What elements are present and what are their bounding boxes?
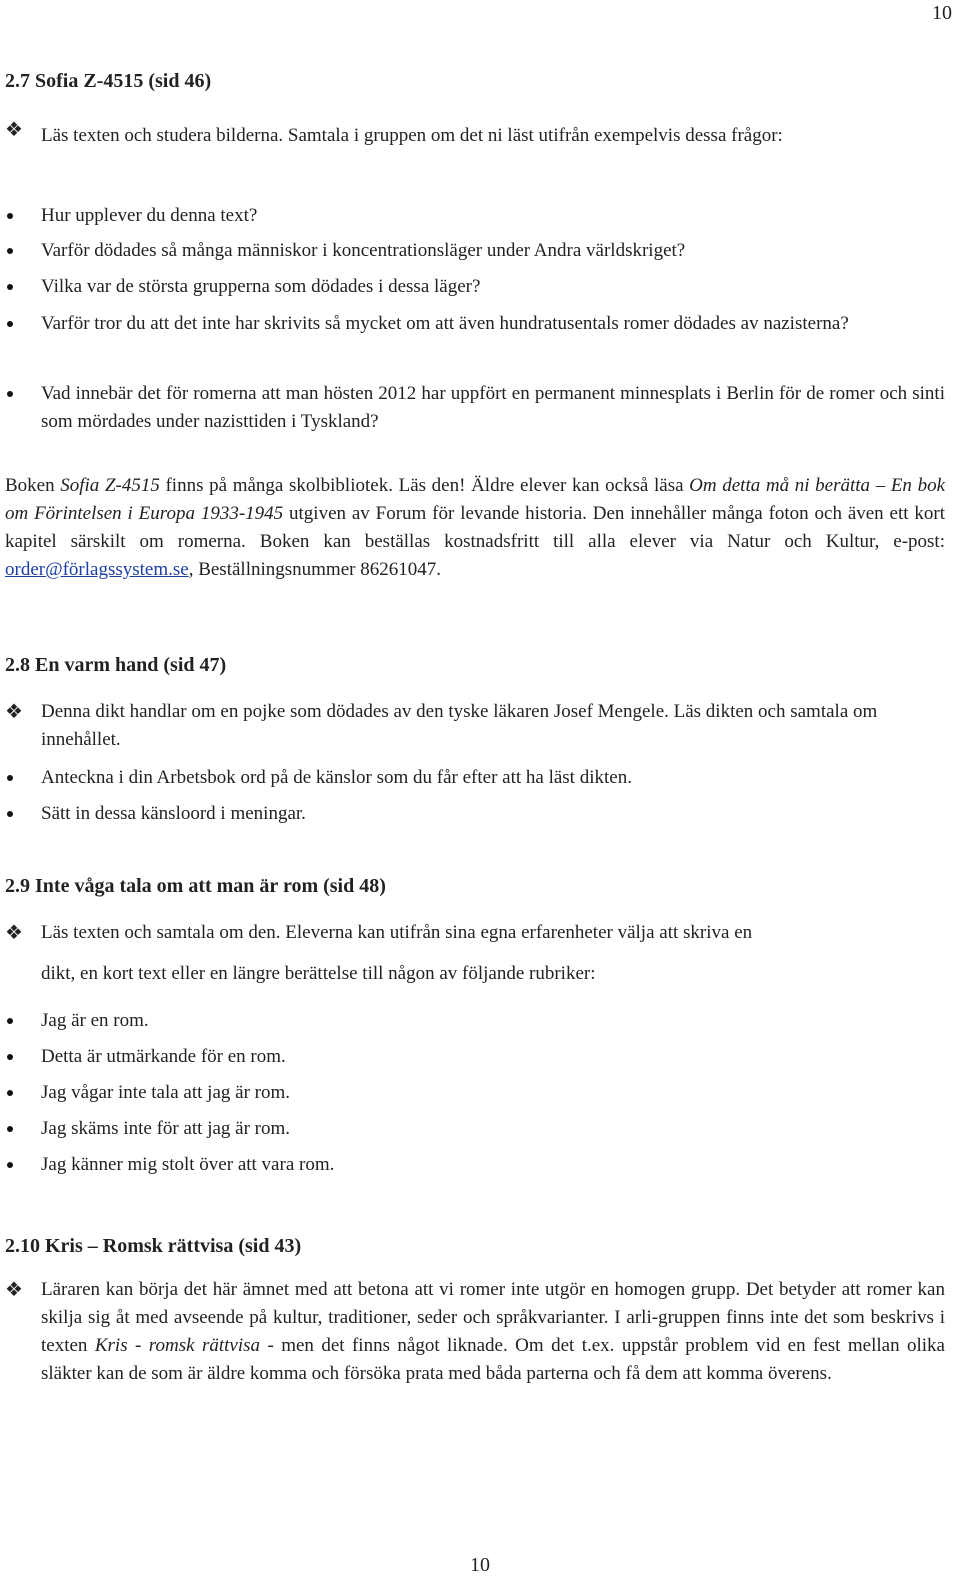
list-item: Jag är en rom. [5, 1007, 945, 1035]
bullet-icon [7, 391, 13, 397]
bullet-icon [7, 1126, 13, 1132]
list-item: Detta är utmärkande för en rom. [5, 1043, 945, 1071]
text-title: Kris - romsk rättvisa [94, 1335, 261, 1356]
diamond-bullet-icon: ❖ [5, 1279, 21, 1301]
list-item: Varför tror du att det inte har skrivits så mycket om att även hundratusentals romer dödades av nazisterna? [5, 310, 945, 338]
list-item: Jag känner mig stolt över att vara rom. [5, 1151, 945, 1179]
list-item: ❖ Läraren kan börja det här ämnet med att betona att vi romer inte utgör en homogen grupp. Det betyder att romer kan skilja sig åt med avseende på kultur, traditioner, seder och språkvarianter. I arli-gruppen finns inte det som beskrivs i texten Kris - romsk rättvisa - men det finns något liknade. Om det t.ex. uppstår problem vid en fest mellan olika släkter kan de som är äldre komma och försöka prata med båda parterna och få dem att komma överens. [5, 1276, 945, 1388]
bullet-icon [7, 1054, 13, 1060]
section-heading-2-8: 2.8 En varm hand (sid 47) [5, 654, 227, 676]
book-title: Om detta må ni berätta – En bok om Förintelsen i Europa 1933-1945 [5, 475, 946, 524]
book-title: Sofia Z-4515 [60, 475, 160, 496]
section-heading-2-9: 2.9 Inte våga tala om att man är rom (sid 48) [5, 875, 386, 897]
bullet-icon [7, 213, 13, 219]
bullet-icon [7, 1162, 13, 1168]
list-item: Anteckna i din Arbetsbok ord på de känslor som du får efter att ha läst dikten. [5, 764, 945, 792]
list-item: Jag vågar inte tala att jag är rom. [5, 1079, 945, 1107]
bullet-icon [7, 284, 13, 290]
bullet-icon [7, 811, 13, 817]
section-heading-2-7: 2.7 Sofia Z-4515 (sid 46) [5, 70, 212, 92]
list-item: Vilka var de största grupperna som dödades i dessa läger? [5, 273, 945, 301]
list-item: Jag skäms inte för att jag är rom. [5, 1115, 945, 1143]
list-item: Varför dödades så många människor i koncentrationsläger under Andra världskriget? [5, 237, 945, 265]
bullet-icon [7, 321, 13, 327]
page-number-bottom: 10 [470, 1554, 490, 1576]
list-item: Sätt in dessa känsloord i meningar. [5, 800, 945, 828]
bullet-icon [7, 1090, 13, 1096]
list-item: Vad innebär det för romerna att man hösten 2012 har uppfört en permanent minnesplats i Berlin för de romer och sinti som mördades under nazisttiden i Tyskland? [5, 380, 945, 436]
diamond-bullet-icon: ❖ [5, 119, 21, 141]
page-number-top: 10 [932, 2, 952, 24]
list-item-continuation: dikt, en kort text eller en längre berättelse till någon av följande rubriker: [41, 963, 596, 984]
list-item: ❖ Läs texten och studera bilderna. Samtala i gruppen om det ni läst utifrån exempelvis dessa frågor: [5, 116, 945, 156]
bullet-icon [7, 1018, 13, 1024]
list-item: ❖ Denna dikt handlar om en pojke som dödades av den tyske läkaren Josef Mengele. Läs dikten och samtala om innehållet. [5, 698, 945, 754]
bullet-icon [7, 775, 13, 781]
diamond-bullet-icon: ❖ [5, 701, 21, 723]
paragraph-book-info: Boken Sofia Z-4515 finns på många skolbibliotek. Läs den! Äldre elever kan också läsa Om detta må ni berätta – En bok om Förintelsen i Europa 1933-1945 utgiven av Forum för levande historia. Den innehåller många foton och även ett kort kapitel särskilt om romerna. Boken kan beställas kostnadsfritt till alla elever via Natur och Kultur, e-post: order@förlagssystem.se, Beställningsnummer 86261047. [5, 475, 946, 580]
bullet-icon [7, 248, 13, 254]
list-item: Hur upplever du denna text? [5, 202, 945, 230]
section-heading-2-10: 2.10 Kris – Romsk rättvisa (sid 43) [5, 1235, 302, 1257]
list-item: ❖ Läs texten och samtala om den. Eleverna kan utifrån sina egna erfarenheter välja att skriva en [5, 919, 945, 947]
email-link[interactable]: order@förlagssystem.se [5, 559, 189, 580]
diamond-bullet-icon: ❖ [5, 922, 21, 944]
